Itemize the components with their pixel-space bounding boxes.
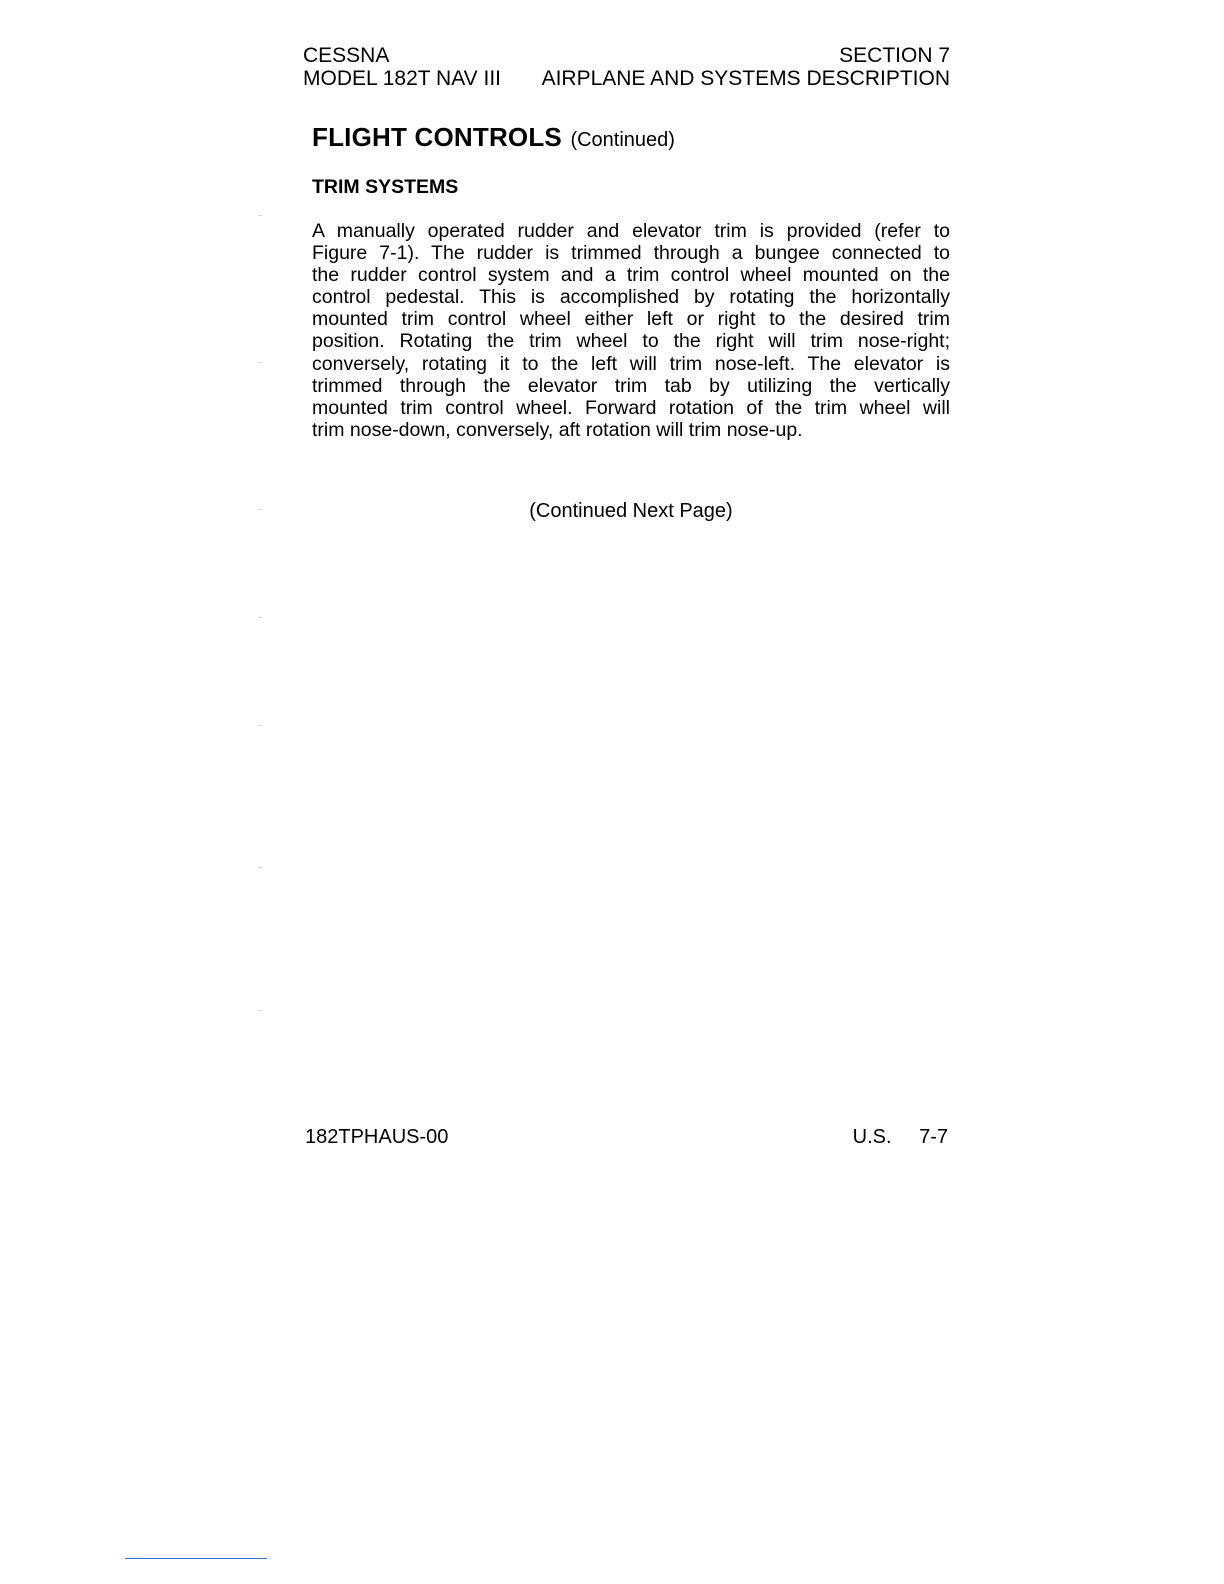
margin-scan-mark xyxy=(258,1010,263,1011)
header-manufacturer: CESSNA xyxy=(303,44,390,67)
section-heading xyxy=(312,122,675,153)
header-section-title: AIRPLANE AND SYSTEMS DESCRIPTION xyxy=(541,67,950,90)
body-paragraph xyxy=(312,220,950,441)
continued-next-page-note: (Continued Next Page) xyxy=(529,500,733,522)
paragraph-line: trim nose-down, conversely, aft rotation will trim nose-up. xyxy=(312,418,803,441)
header-model: MODEL 182T NAV III xyxy=(303,67,502,90)
section-continued-label: (Continued) xyxy=(570,129,675,151)
paragraph-line: conversely, rotating it to the left will trim nose-left. The elevator is xyxy=(312,352,950,375)
margin-scan-mark xyxy=(258,617,263,618)
footer-page-number: U.S. 7-7 xyxy=(852,1126,948,1148)
margin-scan-mark xyxy=(258,867,263,868)
bottom-rule-line xyxy=(125,1558,267,1559)
paragraph-line: position. Rotating the trim wheel to the right will trim nose-right; xyxy=(312,330,950,353)
footer-document-number: 182TPHAUS-00 xyxy=(305,1126,449,1148)
paragraph-line: A manually operated rudder and elevator trim is provided (refer to xyxy=(312,220,950,242)
margin-scan-mark xyxy=(258,725,263,726)
paragraph-line: mounted trim control wheel either left or right to the desired trim xyxy=(312,308,950,331)
subsection-title: TRIM SYSTEMS xyxy=(312,176,459,198)
paragraph-line: the rudder control system and a trim control wheel mounted on the xyxy=(312,264,950,287)
margin-scan-mark xyxy=(258,509,263,510)
section-title: FLIGHT CONTROLS xyxy=(312,122,562,152)
paragraph-line: Figure 7-1). The rudder is trimmed through a bungee connected to xyxy=(312,242,950,265)
header-section-number: SECTION 7 xyxy=(839,44,950,67)
margin-scan-mark xyxy=(258,215,263,216)
paragraph-line: control pedestal. This is accomplished by rotating the horizontally xyxy=(312,286,950,309)
margin-scan-mark xyxy=(258,362,263,363)
paragraph-line: mounted trim control wheel. Forward rotation of the trim wheel will xyxy=(312,396,950,419)
paragraph-line: trimmed through the elevator trim tab by utilizing the vertically xyxy=(312,374,950,397)
